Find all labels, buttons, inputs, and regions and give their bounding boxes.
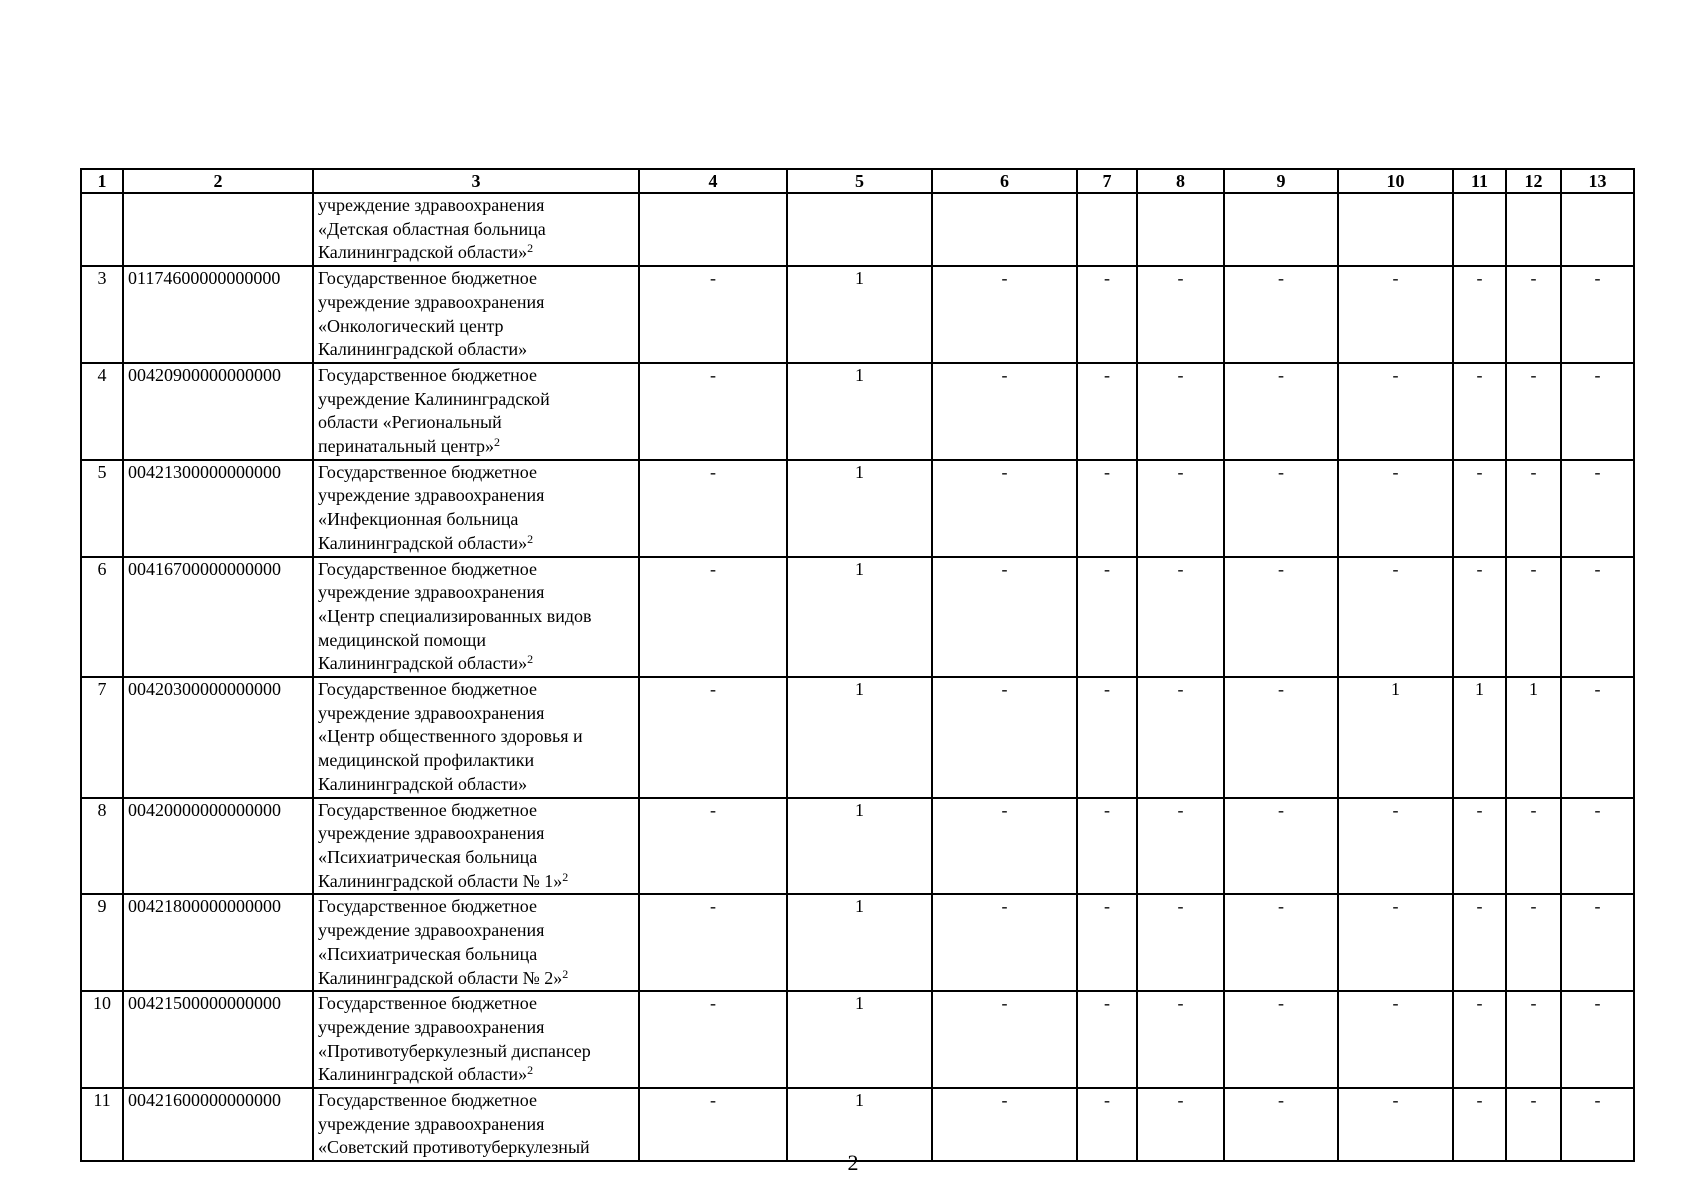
value-cell-col-11 — [1453, 193, 1506, 266]
value-cell-col-13: - — [1561, 460, 1634, 557]
value-cell-col-11: - — [1453, 894, 1506, 991]
institution-name-line: Государственное бюджетное — [318, 558, 537, 579]
institution-name-cell — [313, 894, 639, 991]
value-cell-col-8: - — [1137, 460, 1224, 557]
institution-name-line: «Советский противотуберкулезный — [318, 1137, 590, 1158]
table-row — [81, 266, 1634, 363]
institution-name-line: учреждение здравоохранения — [318, 823, 545, 844]
value-cell-col-8 — [1137, 193, 1224, 266]
value-cell-col-8: - — [1137, 363, 1224, 460]
footnote-marker: 2 — [494, 435, 501, 450]
value-cell-col-12: - — [1506, 798, 1561, 895]
value-cell-col-6: - — [932, 1088, 1077, 1161]
footnote-marker: 2 — [527, 652, 534, 667]
register-table — [80, 168, 1635, 1162]
value-cell-col-10: - — [1338, 363, 1453, 460]
table-row — [81, 193, 1634, 266]
value-cell-col-13: - — [1561, 677, 1634, 798]
value-cell-col-6: - — [932, 991, 1077, 1088]
value-cell-col-4: - — [639, 1088, 787, 1161]
value-cell-col-9: - — [1224, 991, 1338, 1088]
registry-code-cell: 00421800000000000 — [123, 894, 313, 991]
footnote-marker: 2 — [527, 1063, 534, 1078]
institution-name-line: медицинской профилактики — [318, 750, 535, 771]
institution-name-line: Государственное бюджетное — [318, 268, 537, 289]
institution-name-cell — [313, 193, 639, 266]
value-cell-col-9: - — [1224, 1088, 1338, 1161]
institution-name-line: Государственное бюджетное — [318, 896, 537, 917]
institution-name-line: Государственное бюджетное — [318, 364, 537, 385]
value-cell-col-12: - — [1506, 363, 1561, 460]
value-cell-col-5: 1 — [787, 363, 932, 460]
column-header: 8 — [1137, 169, 1224, 193]
value-cell-col-4: - — [639, 266, 787, 363]
table-row — [81, 460, 1634, 557]
footnote-marker: 2 — [562, 966, 569, 981]
column-number-row — [81, 169, 1634, 193]
registry-code-cell — [123, 193, 313, 266]
institution-name-cell — [313, 677, 639, 798]
institution-name-line: «Центр специализированных видов — [318, 605, 592, 626]
value-cell-col-12 — [1506, 193, 1561, 266]
value-cell-col-8: - — [1137, 557, 1224, 678]
value-cell-col-12: - — [1506, 1088, 1561, 1161]
value-cell-col-4: - — [639, 363, 787, 460]
registry-code-cell: 00420300000000000 — [123, 677, 313, 798]
institution-name-line: перинатальный центр»$^2$ — [318, 435, 501, 457]
row-number-cell: 7 — [81, 677, 123, 798]
column-header: 10 — [1338, 169, 1453, 193]
value-cell-col-13: - — [1561, 557, 1634, 678]
institution-name-line: Государственное бюджетное — [318, 799, 537, 820]
row-number-cell: 4 — [81, 363, 123, 460]
row-number-cell: 10 — [81, 991, 123, 1088]
value-cell-col-7: - — [1077, 363, 1137, 460]
table-row — [81, 798, 1634, 895]
value-cell-col-7: - — [1077, 798, 1137, 895]
value-cell-col-7: - — [1077, 1088, 1137, 1161]
value-cell-col-9: - — [1224, 557, 1338, 678]
value-cell-col-6: - — [932, 266, 1077, 363]
institution-name-line: «Психиатрическая больница — [318, 846, 538, 867]
value-cell-col-7: - — [1077, 991, 1137, 1088]
value-cell-col-13: - — [1561, 266, 1634, 363]
institution-name-cell — [313, 266, 639, 363]
value-cell-col-10: - — [1338, 460, 1453, 557]
value-cell-col-6: - — [932, 798, 1077, 895]
value-cell-col-9: - — [1224, 894, 1338, 991]
value-cell-col-11: - — [1453, 1088, 1506, 1161]
value-cell-col-10: - — [1338, 1088, 1453, 1161]
value-cell-col-6 — [932, 193, 1077, 266]
value-cell-col-9: - — [1224, 677, 1338, 798]
registry-code-cell: 00421600000000000 — [123, 1088, 313, 1161]
value-cell-col-6: - — [932, 460, 1077, 557]
register-table-body — [81, 193, 1634, 1161]
value-cell-col-5: 1 — [787, 557, 932, 678]
value-cell-col-10: - — [1338, 266, 1453, 363]
institution-name-line: «Психиатрическая больница — [318, 943, 538, 964]
row-number-cell: 9 — [81, 894, 123, 991]
column-header: 3 — [313, 169, 639, 193]
registry-code-cell: 00420900000000000 — [123, 363, 313, 460]
value-cell-col-5: 1 — [787, 991, 932, 1088]
footnote-marker: 2 — [527, 531, 534, 546]
value-cell-col-11: - — [1453, 460, 1506, 557]
value-cell-col-11: - — [1453, 991, 1506, 1088]
institution-name-line: учреждение здравоохранения — [318, 1016, 545, 1037]
table-row — [81, 677, 1634, 798]
page-number: 2 — [847, 1150, 859, 1175]
institution-name-line: Калининградской области»$^2$ — [318, 652, 534, 674]
value-cell-col-4: - — [639, 557, 787, 678]
institution-name-line: области «Региональный — [318, 412, 502, 433]
row-number-cell: 3 — [81, 266, 123, 363]
value-cell-col-10: 1 — [1338, 677, 1453, 798]
value-cell-col-8: - — [1137, 677, 1224, 798]
value-cell-col-11: - — [1453, 798, 1506, 895]
registry-code-cell: 00420000000000000 — [123, 798, 313, 895]
value-cell-col-4: - — [639, 798, 787, 895]
institution-name-line: «Противотуберкулезный диспансер — [318, 1040, 591, 1061]
institution-name-line: Государственное бюджетное — [318, 1090, 537, 1111]
value-cell-col-8: - — [1137, 266, 1224, 363]
value-cell-col-7: - — [1077, 894, 1137, 991]
value-cell-col-11: - — [1453, 266, 1506, 363]
institution-name-line: Калининградской области» — [318, 773, 528, 794]
value-cell-col-9: - — [1224, 798, 1338, 895]
value-cell-col-4: - — [639, 894, 787, 991]
column-header: 7 — [1077, 169, 1137, 193]
institution-name-line: учреждение здравоохранения — [318, 582, 545, 603]
column-header: 2 — [123, 169, 313, 193]
value-cell-col-13: - — [1561, 1088, 1634, 1161]
registry-code-cell: 01174600000000000 — [123, 266, 313, 363]
table-row — [81, 557, 1634, 678]
institution-name-line: учреждение здравоохранения — [318, 291, 545, 312]
institution-name-line: учреждение здравоохранения — [318, 920, 545, 941]
institution-name-line: учреждение здравоохранения — [318, 485, 545, 506]
institution-name-cell — [313, 557, 639, 678]
value-cell-col-13: - — [1561, 798, 1634, 895]
value-cell-col-5: 1 — [787, 798, 932, 895]
value-cell-col-5 — [787, 193, 932, 266]
value-cell-col-12: - — [1506, 460, 1561, 557]
institution-name-cell — [313, 363, 639, 460]
value-cell-col-4: - — [639, 460, 787, 557]
value-cell-col-8: - — [1137, 798, 1224, 895]
value-cell-col-9: - — [1224, 460, 1338, 557]
registry-code-cell: 00421300000000000 — [123, 460, 313, 557]
value-cell-col-4 — [639, 193, 787, 266]
value-cell-col-12: - — [1506, 266, 1561, 363]
value-cell-col-10 — [1338, 193, 1453, 266]
institution-name-line: медицинской помощи — [318, 629, 486, 650]
value-cell-col-7: - — [1077, 557, 1137, 678]
institution-name-line: Калининградской области № 2»$^2$ — [318, 966, 569, 988]
institution-name-line: учреждение здравоохранения — [318, 702, 545, 723]
institution-name-line: Государственное бюджетное — [318, 679, 537, 700]
row-number-cell: 6 — [81, 557, 123, 678]
value-cell-col-5: 1 — [787, 677, 932, 798]
value-cell-col-7: - — [1077, 677, 1137, 798]
row-number-cell: 5 — [81, 460, 123, 557]
row-number-cell: 8 — [81, 798, 123, 895]
column-header: 9 — [1224, 169, 1338, 193]
institution-name-line: учреждение Калининградской — [318, 388, 550, 409]
value-cell-col-6: - — [932, 557, 1077, 678]
value-cell-col-7 — [1077, 193, 1137, 266]
column-header: 6 — [932, 169, 1077, 193]
value-cell-col-11: - — [1453, 557, 1506, 678]
institution-name-cell — [313, 460, 639, 557]
institution-name-line: «Детская областная больница — [318, 218, 546, 239]
value-cell-col-5: 1 — [787, 894, 932, 991]
column-header: 1 — [81, 169, 123, 193]
institution-name-line: Калининградской области»$^2$ — [318, 531, 534, 553]
row-number-cell: 11 — [81, 1088, 123, 1161]
institution-name-line: Государственное бюджетное — [318, 993, 537, 1014]
value-cell-col-8: - — [1137, 991, 1224, 1088]
column-header: 4 — [639, 169, 787, 193]
institution-name-line: Калининградской области» — [318, 339, 528, 360]
institution-name-cell — [313, 991, 639, 1088]
institution-name-line: «Онкологический центр — [318, 315, 504, 336]
institution-name-line: Государственное бюджетное — [318, 461, 537, 482]
value-cell-col-9: - — [1224, 363, 1338, 460]
value-cell-col-13: - — [1561, 991, 1634, 1088]
column-header: 5 — [787, 169, 932, 193]
value-cell-col-13: - — [1561, 894, 1634, 991]
value-cell-col-5: 1 — [787, 460, 932, 557]
institution-name-line: Калининградской области»$^2$ — [318, 1063, 534, 1085]
institution-name-line: «Инфекционная больница — [318, 509, 519, 530]
value-cell-col-6: - — [932, 677, 1077, 798]
value-cell-col-10: - — [1338, 991, 1453, 1088]
value-cell-col-7: - — [1077, 460, 1137, 557]
value-cell-col-12: 1 — [1506, 677, 1561, 798]
value-cell-col-8: - — [1137, 1088, 1224, 1161]
table-row — [81, 363, 1634, 460]
institution-name-line: Калининградской области»$^2$ — [318, 241, 534, 263]
table-row — [81, 894, 1634, 991]
institution-name-line: Калининградской области № 1»$^2$ — [318, 869, 569, 891]
value-cell-col-4: - — [639, 991, 787, 1088]
column-header: 12 — [1506, 169, 1561, 193]
value-cell-col-12: - — [1506, 894, 1561, 991]
value-cell-col-9: - — [1224, 266, 1338, 363]
value-cell-col-13: - — [1561, 363, 1634, 460]
footnote-marker: 2 — [562, 869, 569, 884]
value-cell-col-11: 1 — [1453, 677, 1506, 798]
value-cell-col-9 — [1224, 193, 1338, 266]
value-cell-col-8: - — [1137, 894, 1224, 991]
value-cell-col-6: - — [932, 894, 1077, 991]
value-cell-col-10: - — [1338, 798, 1453, 895]
institution-name-line: учреждение здравоохранения — [318, 195, 545, 215]
institution-name-line: учреждение здравоохранения — [318, 1113, 545, 1134]
value-cell-col-6: - — [932, 363, 1077, 460]
table-row — [81, 991, 1634, 1088]
value-cell-col-7: - — [1077, 266, 1137, 363]
institution-name-line: «Центр общественного здоровья и — [318, 726, 583, 747]
row-number-cell — [81, 193, 123, 266]
column-header: 11 — [1453, 169, 1506, 193]
value-cell-col-13 — [1561, 193, 1634, 266]
registry-code-cell: 00421500000000000 — [123, 991, 313, 1088]
value-cell-col-12: - — [1506, 557, 1561, 678]
column-header: 13 — [1561, 169, 1634, 193]
footnote-marker: 2 — [527, 241, 534, 256]
value-cell-col-11: - — [1453, 363, 1506, 460]
value-cell-col-5: 1 — [787, 266, 932, 363]
value-cell-col-12: - — [1506, 991, 1561, 1088]
value-cell-col-10: - — [1338, 894, 1453, 991]
register-table-wrapper — [80, 168, 1633, 1162]
registry-code-cell: 00416700000000000 — [123, 557, 313, 678]
value-cell-col-10: - — [1338, 557, 1453, 678]
institution-name-cell — [313, 798, 639, 895]
value-cell-col-5: 1 — [787, 1088, 932, 1161]
value-cell-col-4: - — [639, 677, 787, 798]
